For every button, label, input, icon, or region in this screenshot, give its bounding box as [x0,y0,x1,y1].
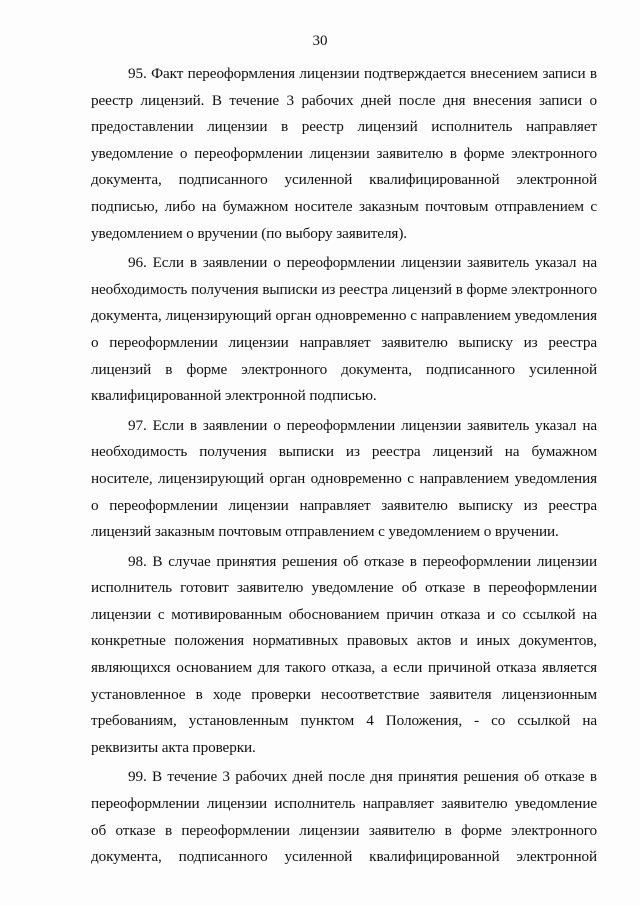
paragraph-98: 98. В случае принятия решения об отказе в переоформлении лицензии исполнитель готовит заявителю уведомление об отказе в переоформлении лицензии с мотивированным обоснованием причин отказа и со ссылкой на конкретные положения нормативных правовых актов и иных документов, являющихся основанием для такого отказа, а если причиной отказа является установленное в ходе проверки несоответствие заявителя лицензионным требованиям, установленным пунктом 4 Положения, - со ссылкой на реквизиты акта проверки. [91,552,597,756]
paragraph-99: 99. В течение 3 рабочих дней после дня принятия решения об отказе в переоформлении лицензии исполнитель направляет заявителю уведомление об отказе в переоформлении лицензии заявителю в форме электронного документа, подписанного усиленной квалифицированной электронной [91,768,597,866]
paragraph-95: 95. Факт переоформления лицензии подтверждается внесением записи в реестр лицензий. В течение 3 рабочих дней после дня внесения записи о предоставлении лицензии в реестр лицензий исполнитель направляет уведомление о переоформлении лицензии заявителю в форме электронного документа, подписанного усиленной квалифицированной электронной подписью, либо на бумажном носителе заказным почтовым отправлением с уведомлением о вручении (по выбору заявителя). [91,65,597,242]
paragraph-97: 97. Если в заявлении о переоформлении лицензии заявитель указал на необходимость получения выписки из реестра лицензий на бумажном носителе, лицензирующий орган одновременно с направлением уведомления о переоформлении лицензии направляет заявителю выписку из реестра лицензий заказным почтовым отправлением с уведомлением о вручении. [91,416,597,541]
paragraph-96: 96. Если в заявлении о переоформлении лицензии заявитель указал на необходимость получения выписки из реестра лицензий в форме электронного документа, лицензирующий орган одновременно с направлением уведомления о переоформлении лицензии направляет заявителю выписку из реестра лицензий в форме электронного документа, подписанного усиленной квалифицированной электронной подписью. [91,254,597,405]
page-number: 30 [312,33,328,49]
document-body [91,61,597,871]
